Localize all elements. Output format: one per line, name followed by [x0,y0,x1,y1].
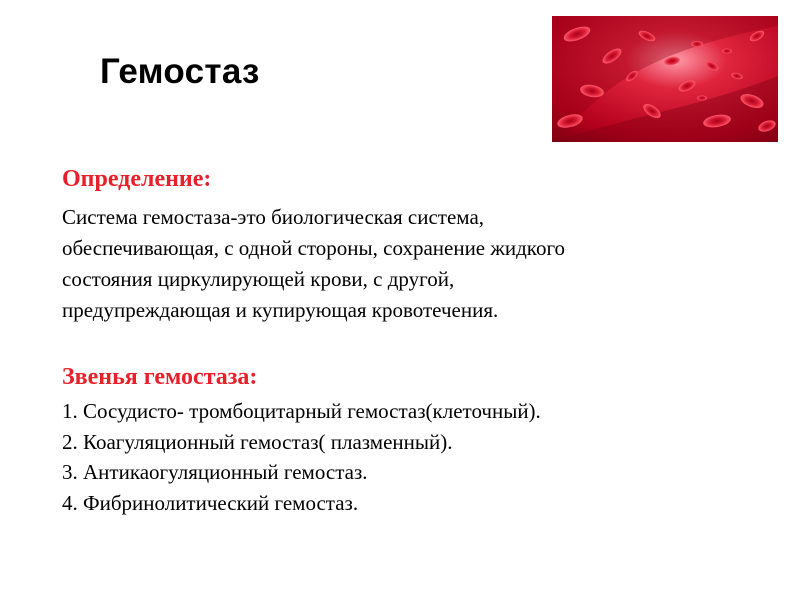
list-item: 3. Антикаогуляционный гемостаз. [62,460,368,484]
definition-line: обеспечивающая, с одной стороны, сохранение жидкого [62,236,566,260]
slide-title: Гемостаз [100,52,260,91]
links-list [62,396,722,518]
definition-line: состояния циркулирующей крови, с другой, [62,267,455,291]
list-item: 1. Сосудисто- тромбоцитарный гемостаз(клеточный). [62,399,541,423]
definition-paragraph [62,202,702,326]
list-item: 4. Фибринолитический гемостаз. [62,490,359,515]
definition-heading: Определение: [62,166,212,192]
links-heading: Звенья гемостаза: [62,364,258,390]
list-item: 2. Коагуляционный гемостаз( плазменный). [62,429,453,454]
definition-line: предупреждающая и купирующая кровотечения. [62,298,499,322]
definition-line: Система гемостаза-это биологическая система, [62,205,485,229]
blood-cells-image [552,16,778,142]
